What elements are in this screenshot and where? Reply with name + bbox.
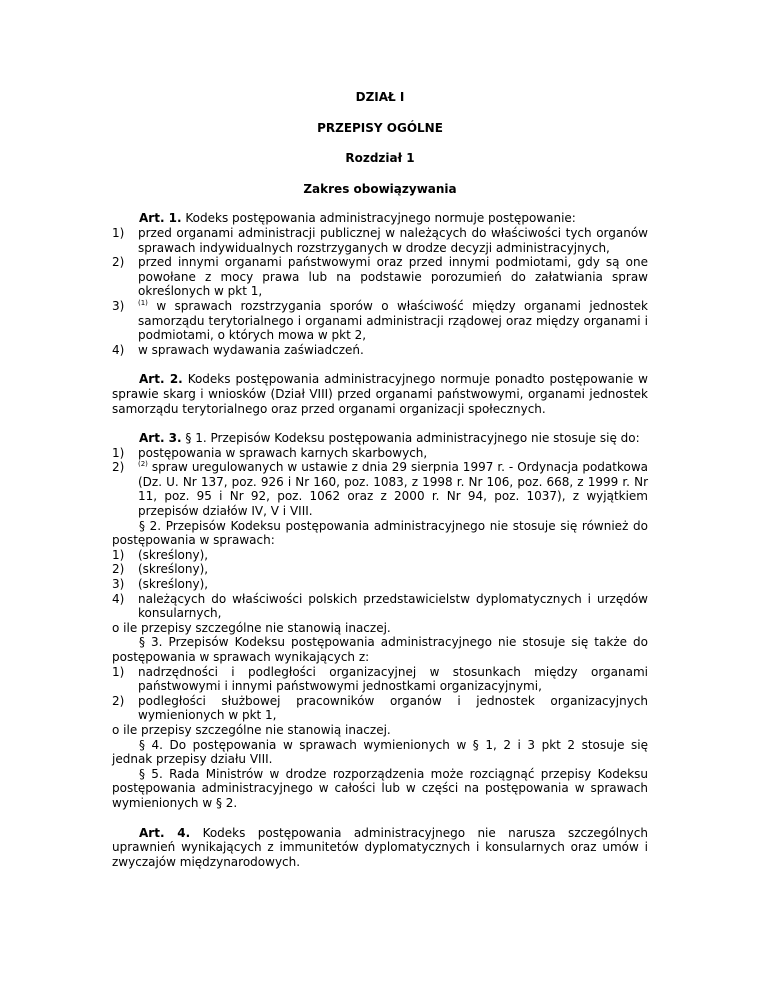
art3-p1-intro: Art. 3. § 1. Przepisów Kodeksu postępowania administracyjnego nie stosuje się do: — [139, 431, 640, 446]
art3-p2-intro: § 2. Przepisów Kodeksu postępowania administracyjnego nie stosuje się również do postępowania w sprawach: — [112, 518, 648, 548]
art1-label: Art. 1. — [139, 211, 182, 226]
art4-paragraph: Art. 4. Kodeks postępowania administracyjnego nie narusza szczególnych uprawnień wynikających z immunitetów dyplomatycznych i konsularnych oraz umów i zwyczajów międzynarodowych. — [112, 825, 648, 869]
art3-p3-intro: § 3. Przepisów Kodeksu postępowania administracyjnego nie stosuje się także do postępowania w sprawach wynikających z: — [112, 635, 648, 664]
list-item: 4) w sprawach wydawania zaświadczeń. — [112, 342, 364, 357]
document-body — [112, 90, 648, 869]
art3-p3-list — [112, 665, 648, 723]
list-item: 3) $^{(1)}$ w sprawach rozstrzygania sporów o właściwość między organami jednostek samorządu terytorialnego i organami administracji rządowej oraz między organami i podmiotami, o których mowa w pkt 2, — [112, 298, 648, 343]
list-item: 1) przed organami administracji publicznej w należących do właściwości tych organów sprawach indywidualnych rozstrzyganych w drodze decyzji administracyjnych, — [112, 225, 648, 255]
list-item: 1) (skreślony), — [112, 547, 209, 562]
art3-p4: § 4. Do postępowania w sprawach wymienionych w § 1, 2 i 3 pkt 2 stosuje się jednak przepisy działu VIII. — [112, 737, 648, 767]
list-item: 4) należących do właściwości polskich przedstawicielstw dyplomatycznych i urzędów konsularnych, — [112, 591, 648, 621]
art3-label: Art. 3. — [139, 431, 182, 446]
heading-zakres: Zakres obowiązywania — [303, 181, 457, 196]
art1-list — [112, 226, 648, 357]
art3-p3-tail: o ile przepisy szczególne nie stanowią inaczej. — [112, 722, 391, 737]
list-item: 1) postępowania w sprawach karnych skarbowych, — [112, 445, 428, 460]
heading-dzial: DZIAŁ I — [355, 90, 405, 104]
footnote-ref: (1) — [138, 298, 148, 307]
art4-label: Art. 4. — [139, 825, 191, 840]
list-item: 2) przed innymi organami państwowymi oraz przed innymi podmiotami, gdy są one powołane z mocy prawa lub na podstawie porozumień do załatwiania spraw określonych w pkt 1, — [112, 255, 648, 299]
art3-p2-list — [112, 548, 648, 621]
heading-rozdzial: Rozdział 1 — [345, 151, 415, 166]
footnote-ref: (2) — [138, 460, 148, 469]
art1-intro: Art. 1. Kodeks postępowania administracyjnego normuje postępowanie: — [139, 211, 576, 226]
art3-p2-tail: o ile przepisy szczególne nie stanowią inaczej. — [112, 620, 391, 635]
heading-przepisy-ogolne: PRZEPISY OGÓLNE — [317, 120, 443, 135]
list-item: 2) $^{(2)}$ spraw uregulowanych w ustawie z dnia 29 sierpnia 1997 r. - Ordynacja podatkowa (Dz. U. Nr 137, poz. 926 i Nr 160, poz. 1083, z 1998 r. Nr 106, poz. 668, z 1999 r. Nr 11, poz. 95 i Nr 92, poz. 1062 oraz z 2000 r. Nr 94, poz. 1037), z wyjątkiem przepisów działów IV, V i VIII. — [112, 460, 648, 519]
art3-p1-list — [112, 446, 648, 519]
art2-label: Art. 2. — [139, 372, 183, 387]
list-item: 3) (skreślony), — [112, 577, 209, 592]
list-item: 2) podległości służbowej pracowników organów i jednostek organizacyjnych wymienionych w pkt 1, — [112, 693, 648, 723]
list-item: 1) nadrzędności i podległości organizacyjnej w stosunkach między organami państwowymi i innymi państwowymi jednostkami organizacyjnymi, — [112, 664, 648, 694]
art3-p5: § 5. Rada Ministrów w drodze rozporządzenia może rozciągnąć przepisy Kodeksu postępowania administracyjnego w całości lub w części na postępowania w sprawach wymienionych w § 2. — [112, 766, 648, 810]
art2-paragraph: Art. 2. Kodeks postępowania administracyjnego normuje ponadto postępowanie w sprawie skarg i wniosków (Dział VIII) przed organami państwowymi, organami jednostek samorządu terytorialnego oraz przed organami organizacji społecznych. — [112, 372, 648, 416]
list-item: 2) (skreślony), — [112, 562, 209, 577]
